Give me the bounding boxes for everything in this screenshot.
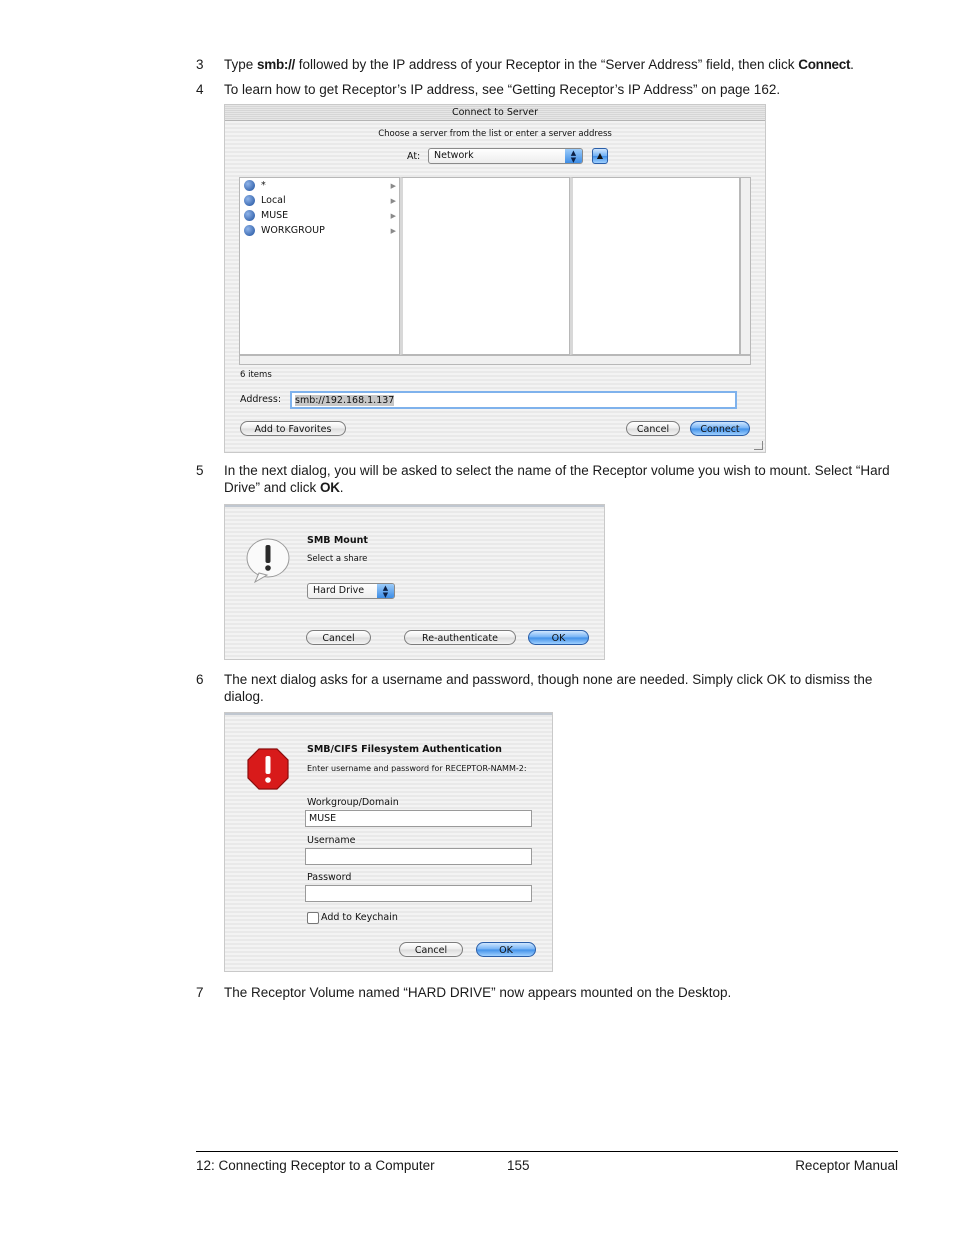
network-globe-icon <box>244 225 255 236</box>
cancel-button[interactable]: Cancel <box>399 942 463 957</box>
parent-folder-button[interactable] <box>592 148 608 164</box>
location-popup[interactable]: Network ▲ ▼ <box>428 148 583 164</box>
keychain-label: Add to Keychain <box>321 912 398 923</box>
add-to-favorites-button[interactable]: Add to Favorites <box>240 421 346 436</box>
list-item[interactable]: Local ▶ <box>244 194 396 208</box>
disclosure-arrow-icon: ▶ <box>390 197 396 205</box>
dialog-title: Connect to Server <box>225 105 765 121</box>
step-number: 5 <box>196 463 204 478</box>
footer-chapter: 12: Connecting Receptor to a Computer <box>196 1158 435 1173</box>
ok-button[interactable]: OK <box>528 630 589 645</box>
footer-manual-title: Receptor Manual <box>795 1158 898 1173</box>
cancel-button[interactable]: Cancel <box>306 630 371 645</box>
at-label: At: <box>407 151 421 162</box>
share-popup[interactable]: Hard Drive ▲ ▼ <box>307 583 395 599</box>
address-label: Address: <box>240 394 282 405</box>
step-text: In the next dialog, you will be asked to select the name of the Receptor volume you wish to mount. Select “Hard Drive” and click OK. <box>224 463 890 495</box>
cancel-button[interactable]: Cancel <box>626 421 680 436</box>
item-count: 6 items <box>240 370 272 380</box>
password-field[interactable] <box>305 885 532 902</box>
smb-mount-dialog <box>225 505 604 659</box>
page-footer <box>196 1151 898 1173</box>
network-globe-icon <box>244 210 255 221</box>
step-number: 4 <box>196 82 204 97</box>
updown-arrows-icon: ▲ ▼ <box>377 584 394 598</box>
browser-column-3[interactable] <box>570 177 740 355</box>
step-text: The next dialog asks for a username and password, though none are needed. Simply click OK to dismiss the dialog. <box>224 672 873 704</box>
window-top-edge <box>225 713 552 715</box>
list-item[interactable]: WORKGROUP ▶ <box>244 224 396 238</box>
disclosure-arrow-icon: ▶ <box>390 212 396 220</box>
ok-button[interactable]: OK <box>476 942 536 957</box>
dialog-instruction: Choose a server from the list or enter a server address <box>378 129 612 139</box>
stop-alert-icon <box>246 747 290 791</box>
step-text: Type smb:// followed by the IP address of your Receptor in the “Server Address” field, then click Connect. <box>224 57 854 72</box>
address-input[interactable]: smb://192.168.1.137 <box>290 391 737 409</box>
workgroup-field[interactable]: MUSE <box>305 810 532 827</box>
connect-to-server-dialog <box>225 105 765 452</box>
keychain-checkbox[interactable] <box>307 912 319 924</box>
step-text: To learn how to get Receptor’s IP address, see “Getting Receptor’s IP Address” on page 162. <box>224 82 781 97</box>
reauthenticate-button[interactable]: Re-authenticate <box>404 630 516 645</box>
resize-grip-icon[interactable] <box>754 441 763 450</box>
list-item[interactable]: MUSE ▶ <box>244 209 396 223</box>
updown-arrows-icon: ▲ ▼ <box>565 149 582 163</box>
disclosure-arrow-icon: ▶ <box>390 227 396 235</box>
workgroup-label: Workgroup/Domain <box>307 797 399 808</box>
vertical-scrollbar[interactable] <box>740 177 751 355</box>
password-label: Password <box>307 872 352 883</box>
dialog-title: SMB/CIFS Filesystem Authentication <box>307 744 502 755</box>
step-number: 6 <box>196 672 204 687</box>
network-globe-icon <box>244 180 255 191</box>
list-item[interactable]: * ▶ <box>244 179 396 193</box>
network-globe-icon <box>244 195 255 206</box>
horizontal-scrollbar[interactable] <box>239 355 751 365</box>
footer-page-number: 155 <box>507 1158 530 1173</box>
username-label: Username <box>307 835 356 846</box>
caution-icon <box>245 537 291 583</box>
smb-authentication-dialog <box>225 713 552 971</box>
browser-column-2[interactable] <box>400 177 570 355</box>
up-arrow-icon: ▲ <box>596 151 604 160</box>
browser-column-1[interactable] <box>239 177 400 355</box>
dialog-subtitle: Select a share <box>307 554 368 564</box>
window-top-edge <box>225 505 604 507</box>
dialog-message: Enter username and password for RECEPTOR-NAMM-2: <box>307 764 527 773</box>
dialog-title: SMB Mount <box>307 535 368 546</box>
step-number: 3 <box>196 57 204 72</box>
connect-button[interactable]: Connect <box>690 421 750 436</box>
step-number: 7 <box>196 985 204 1000</box>
disclosure-arrow-icon: ▶ <box>390 182 396 190</box>
username-field[interactable] <box>305 848 532 865</box>
step-text: The Receptor Volume named “HARD DRIVE” now appears mounted on the Desktop. <box>224 985 732 1000</box>
